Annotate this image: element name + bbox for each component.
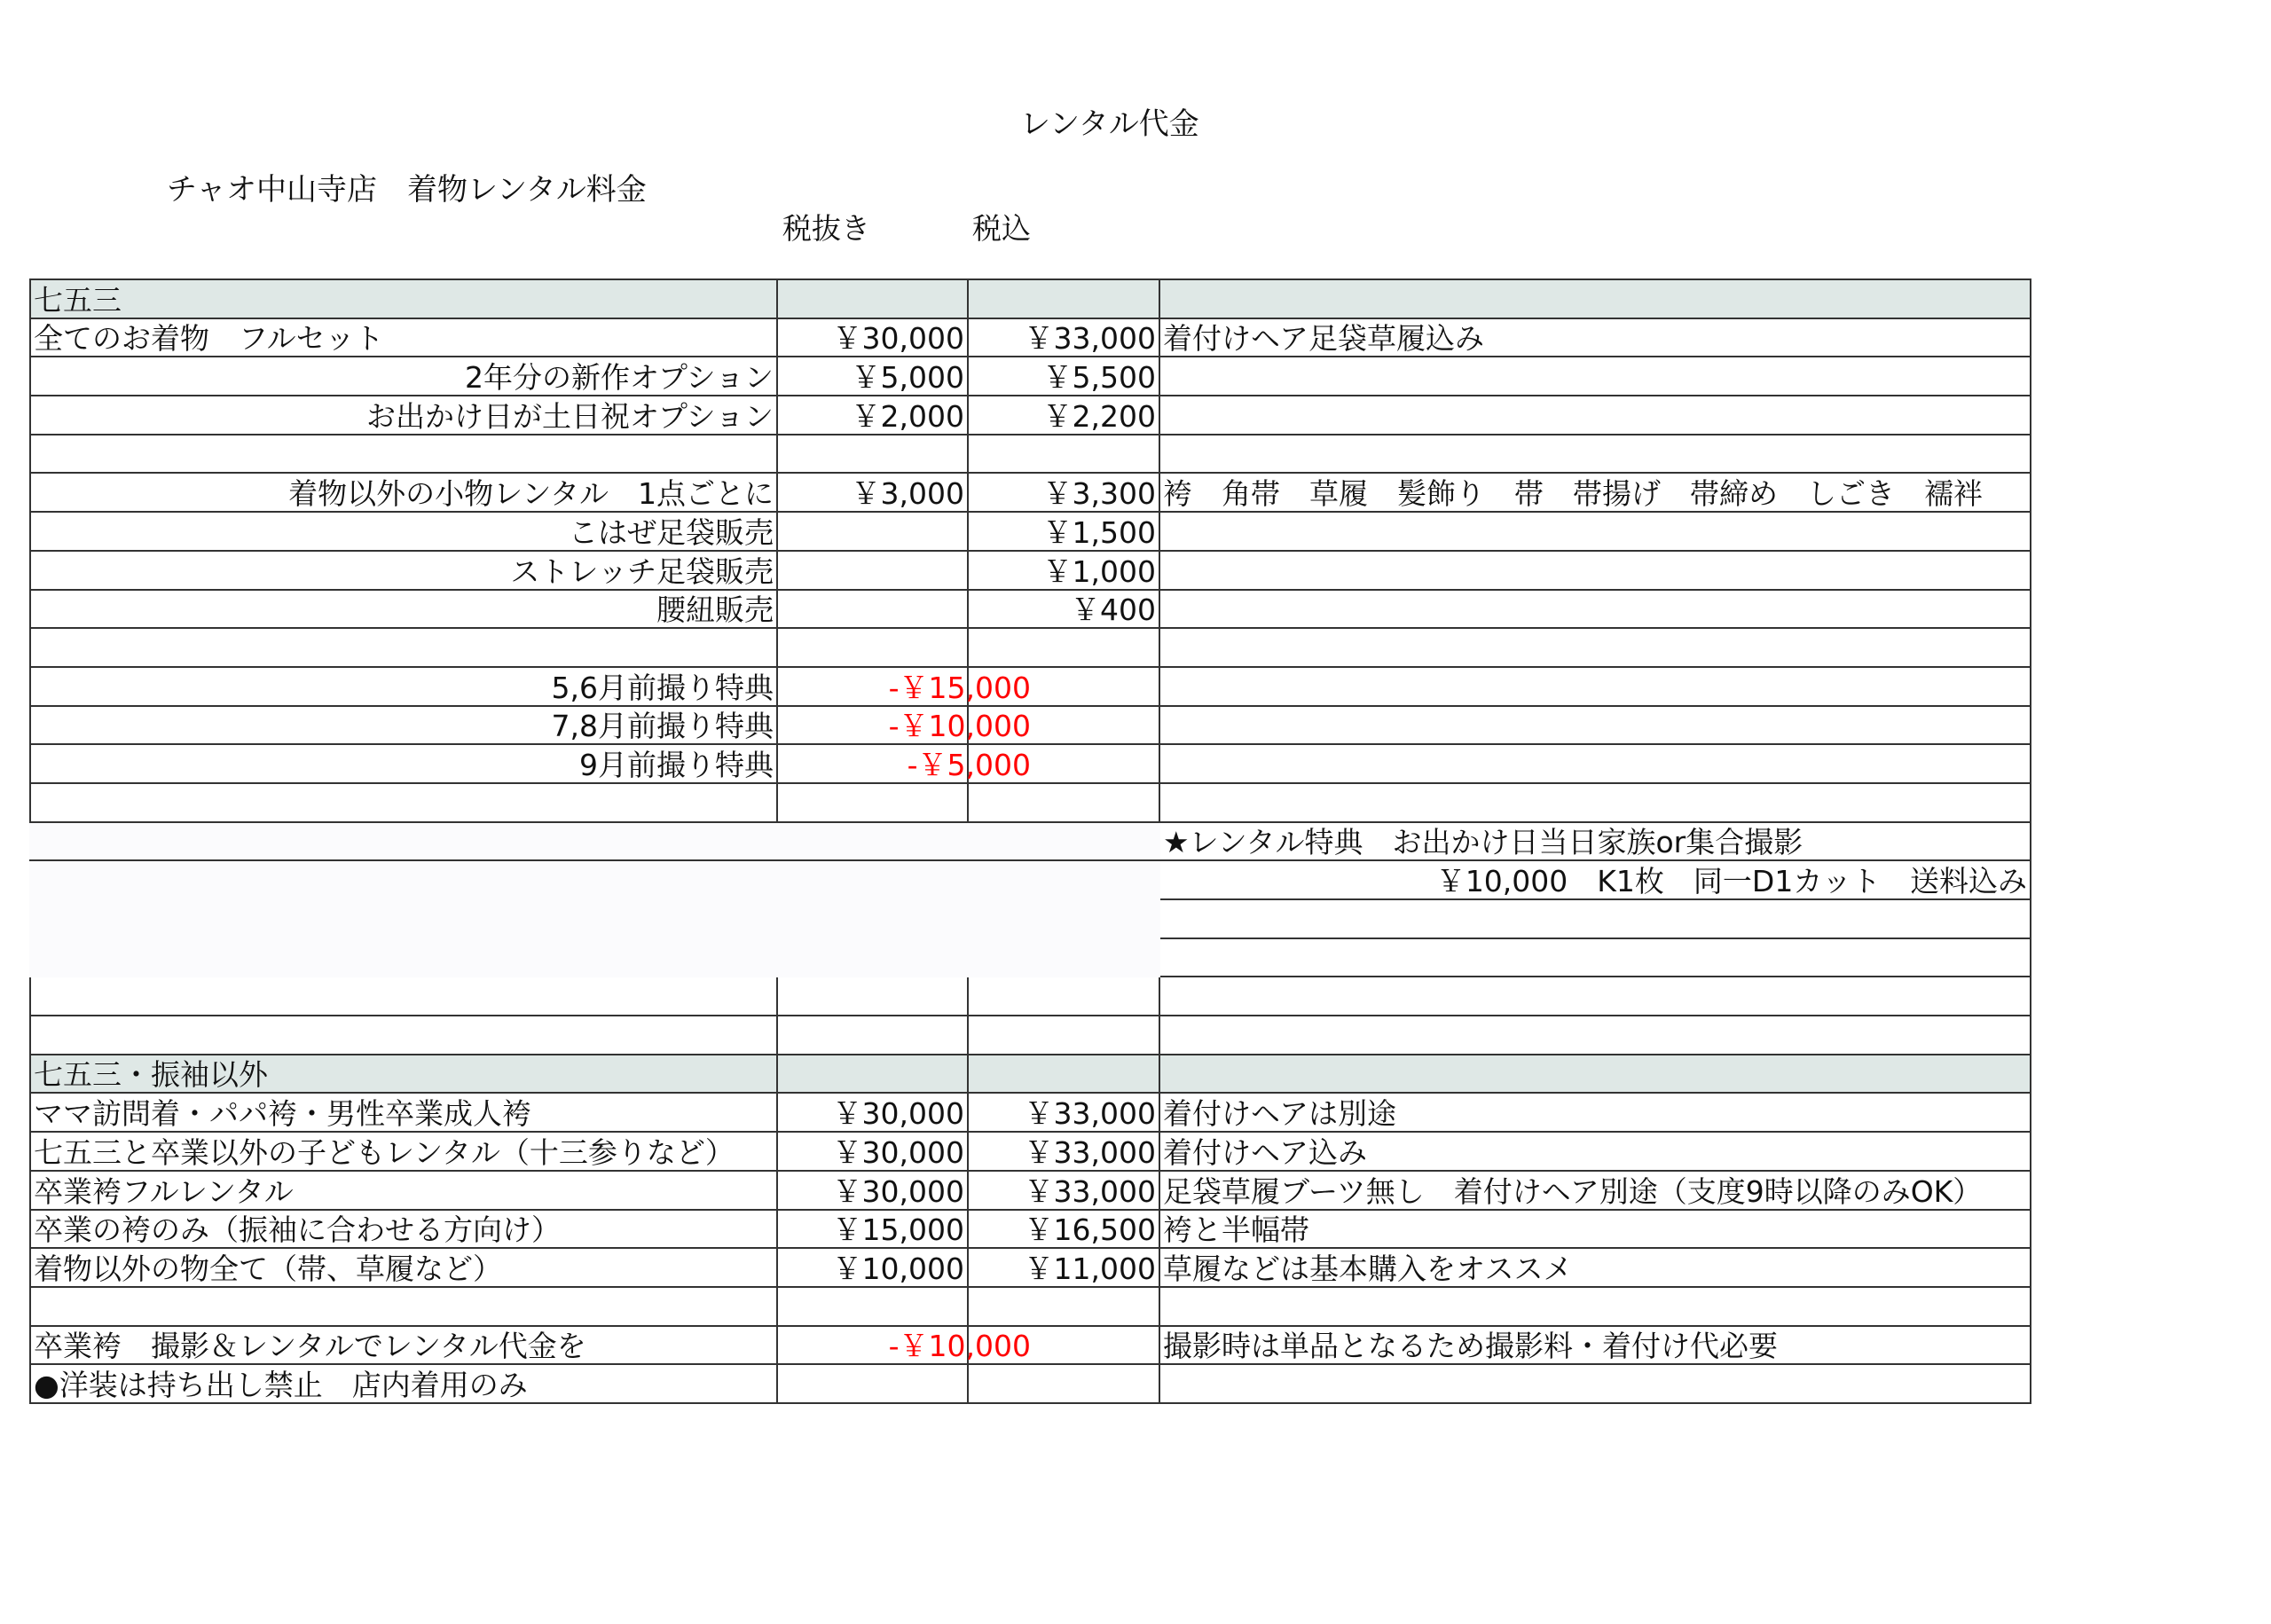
section-header-other [30, 1055, 2031, 1094]
bonus-row [30, 860, 2031, 899]
table-row-empty [30, 938, 2031, 977]
table-row-empty [30, 1016, 2031, 1055]
item-note [1159, 551, 2031, 590]
price-excluded: ￥5,000 [777, 357, 968, 396]
price-excluded: ￥15,000 [777, 1210, 968, 1249]
price-excluded: ￥10,000 [777, 1248, 968, 1287]
discount-label: 9月前撮り特典 [30, 744, 777, 783]
price-included: ￥16,500 [968, 1210, 1159, 1249]
table-row [30, 1171, 2031, 1210]
price-included: ￥33,000 [968, 1093, 1159, 1132]
item-note [1159, 357, 2031, 396]
price-excluded: ￥30,000 [777, 318, 968, 357]
discount-value: -￥5,000 [907, 747, 1031, 782]
table-row-empty [30, 1287, 2031, 1326]
western-note: ●洋装は持ち出し禁止 店内着用のみ [30, 1364, 777, 1403]
item-label: 腰紐販売 [30, 590, 777, 629]
item-note [1159, 512, 2031, 551]
table-row-empty [30, 435, 2031, 474]
section-header-shichigosan [30, 279, 2031, 318]
price-excluded: ￥30,000 [777, 1093, 968, 1132]
rental-bonus-detail: ￥10,000 K1枚 同一D1カット 送料込み [1159, 860, 2031, 899]
discount-label: 5,6月前撮り特典 [30, 667, 777, 706]
price-included: ￥3,300 [968, 473, 1159, 512]
discount-value: -￥10,000 [888, 709, 1031, 744]
table-row [30, 512, 2031, 551]
price-included: ￥2,200 [968, 396, 1159, 435]
table-row [30, 1248, 2031, 1287]
grad-discount-note: 撮影時は単品となるため撮影料・着付け代必要 [1159, 1326, 2031, 1365]
price-included: ￥33,000 [968, 1171, 1159, 1210]
item-label: 着物以外の小物レンタル 1点ごとに [30, 473, 777, 512]
table-row-empty [30, 628, 2031, 667]
item-note [1159, 590, 2031, 629]
table-row [30, 1210, 2031, 1249]
price-included: ￥1,500 [968, 512, 1159, 551]
section-name: 七五三 [30, 279, 777, 318]
price-excluded [777, 590, 968, 629]
store-subtitle: チャオ中山寺店 着物レンタル料金 [167, 172, 647, 208]
price-included: ￥400 [968, 590, 1159, 629]
discount-row [30, 667, 2031, 706]
price-excluded: ￥30,000 [777, 1132, 968, 1171]
item-note: 着付けヘアは別途 [1159, 1093, 2031, 1132]
table-row [30, 1132, 2031, 1171]
table-row [30, 590, 2031, 629]
item-label: ママ訪問着・パパ袴・男性卒業成人袴 [30, 1093, 777, 1132]
item-label: ストレッチ足袋販売 [30, 551, 777, 590]
table-row [30, 551, 2031, 590]
item-note: 着付けヘア込み [1159, 1132, 2031, 1171]
item-note: 袴 角帯 草履 髪飾り 帯 帯揚げ 帯締め しごき 襦袢 [1159, 473, 2031, 512]
price-excluded: ￥3,000 [777, 473, 968, 512]
table-row [30, 1364, 2031, 1403]
price-excluded: ￥30,000 [777, 1171, 968, 1210]
table-row [30, 473, 2031, 512]
price-included: ￥11,000 [968, 1248, 1159, 1287]
price-excluded: ￥2,000 [777, 396, 968, 435]
item-label: 着物以外の物全て（帯、草履など） [30, 1248, 777, 1287]
price-included: ￥33,000 [968, 318, 1159, 357]
header-tax-included: 税込 [972, 211, 1031, 246]
price-included: ￥33,000 [968, 1132, 1159, 1171]
item-note: 袴と半幅帯 [1159, 1210, 2031, 1249]
header-tax-excluded: 税抜き [782, 211, 870, 246]
item-label: 全てのお着物 フルセット [30, 318, 777, 357]
discount-row [30, 744, 2031, 783]
price-included: ￥5,500 [968, 357, 1159, 396]
item-label: 卒業の袴のみ（振袖に合わせる方向け） [30, 1210, 777, 1249]
grad-discount-label: 卒業袴 撮影＆レンタルでレンタル代金を [30, 1326, 777, 1365]
price-table [29, 279, 2031, 1404]
bonus-row [30, 822, 2031, 861]
table-row [30, 357, 2031, 396]
item-label: こはぜ足袋販売 [30, 512, 777, 551]
rental-bonus-title: ★レンタル特典 お出かけ日当日家族or集合撮影 [1159, 822, 2031, 861]
item-label: お出かけ日が土日祝オプション [30, 396, 777, 435]
table-row [30, 318, 2031, 357]
table-row [30, 396, 2031, 435]
price-included: ￥1,000 [968, 551, 1159, 590]
discount-value: -￥15,000 [888, 670, 1031, 705]
table-row-empty [30, 977, 2031, 1016]
discount-row [30, 706, 2031, 745]
discount-label: 7,8月前撮り特典 [30, 706, 777, 745]
table-row-empty [30, 899, 2031, 938]
discount-row [30, 1326, 2031, 1365]
price-excluded [777, 551, 968, 590]
price-excluded [777, 512, 968, 551]
item-note: 足袋草履ブーツ無し 着付けヘア別途（支度9時以降のみOK） [1159, 1171, 2031, 1210]
section-name: 七五三・振袖以外 [30, 1055, 777, 1094]
grad-discount-value: -￥10,000 [888, 1329, 1031, 1364]
item-label: 七五三と卒業以外の子どもレンタル（十三参りなど） [30, 1132, 777, 1171]
item-note: 草履などは基本購入をオススメ [1159, 1248, 2031, 1287]
item-note [1159, 396, 2031, 435]
item-label: 2年分の新作オプション [30, 357, 777, 396]
item-note: 着付けヘア足袋草履込み [1159, 318, 2031, 357]
item-label: 卒業袴フルレンタル [30, 1171, 777, 1210]
document-title: レンタル代金 [1020, 106, 1199, 142]
table-row-empty [30, 783, 2031, 822]
table-row [30, 1093, 2031, 1132]
